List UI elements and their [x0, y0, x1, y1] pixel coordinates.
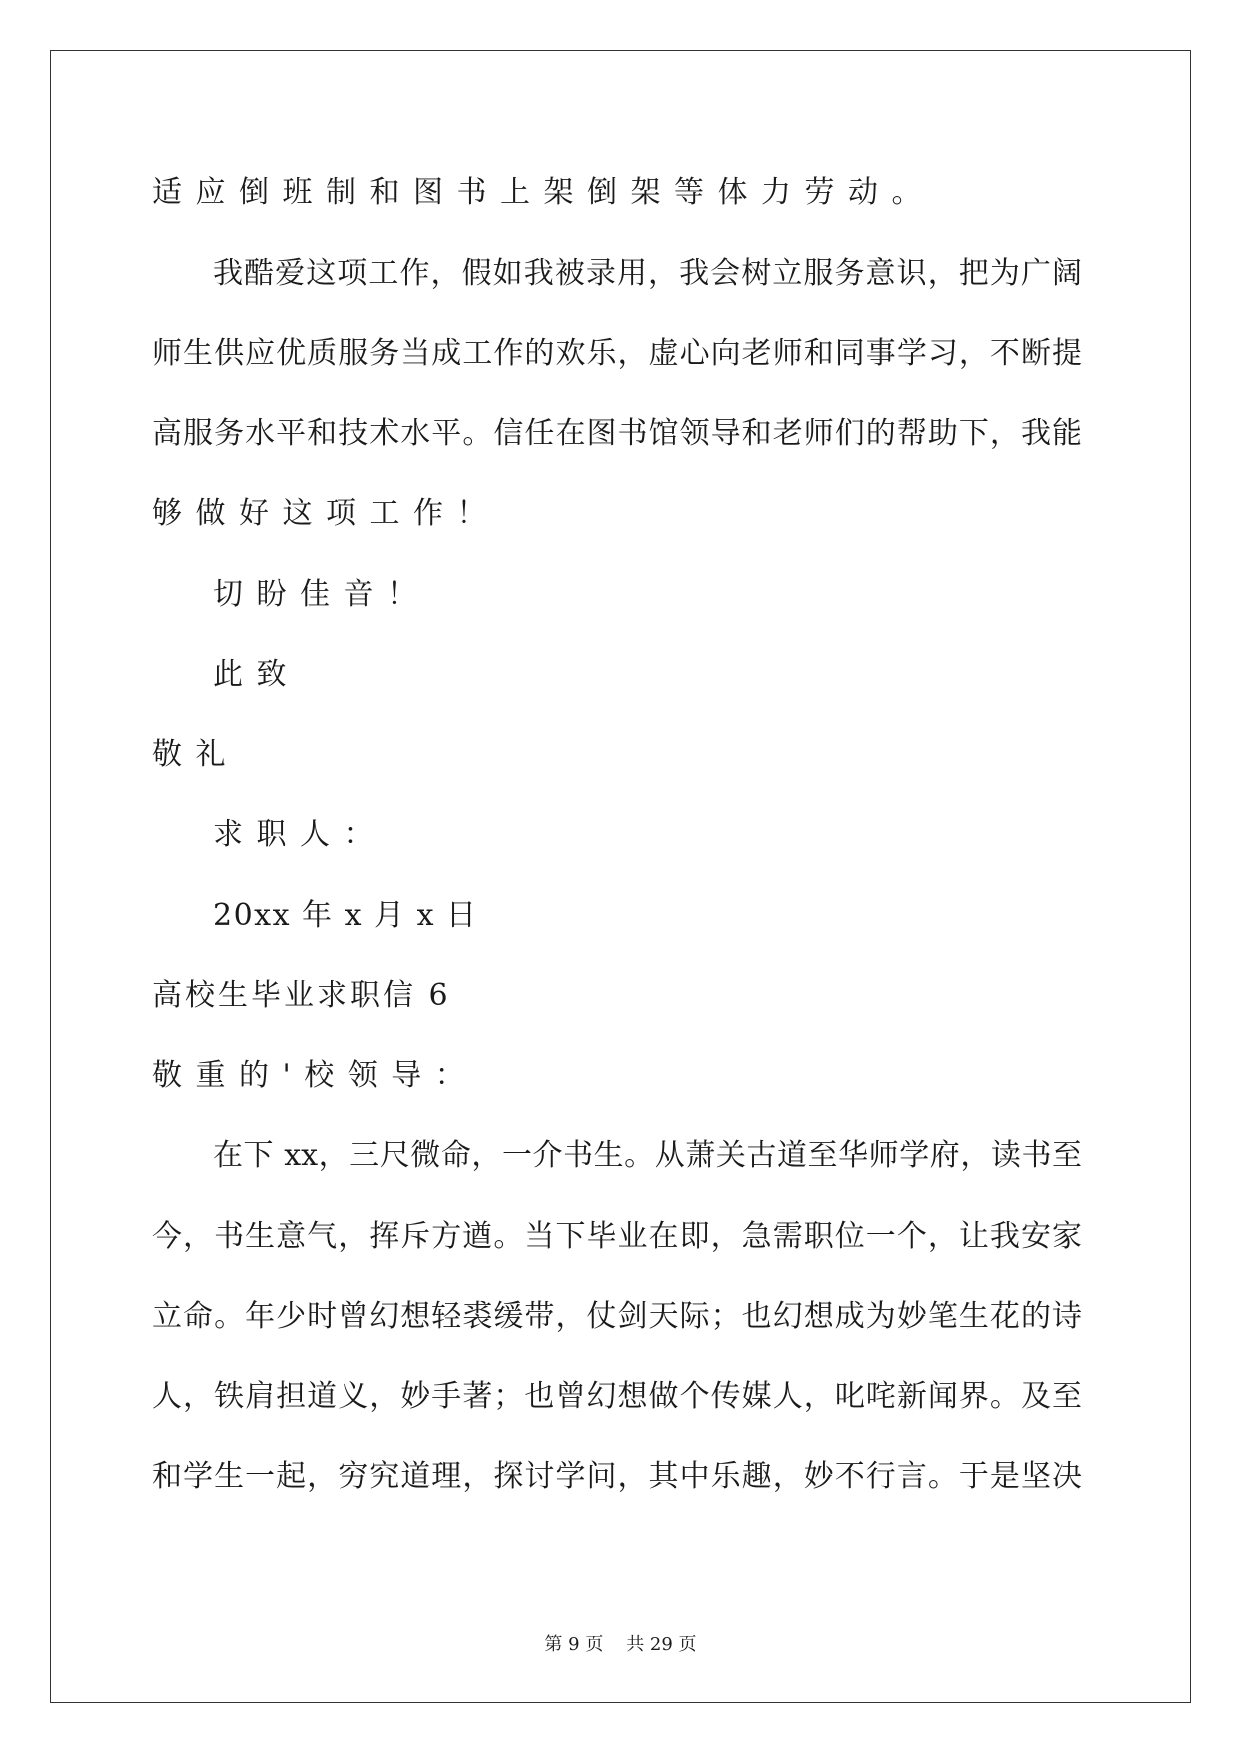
body-text-line: 我酷爱这项工作，假如我被录用，我会树立服务意识，把为广阔 [213, 256, 1082, 291]
closing-line: 切盼佳音！ [213, 577, 431, 612]
body-text-line: 今，书生意气，挥斥方遒。当下毕业在即，急需职位一个，让我安家 [152, 1219, 1082, 1254]
salutation-line: 敬礼 [152, 737, 239, 772]
body-text-line: 人，铁肩担道义，妙手著；也曾幻想做个传媒人，叱咤新闻界。及至 [152, 1379, 1082, 1414]
section-title: 高校生毕业求职信 6 [152, 978, 451, 1013]
page-border [50, 50, 1191, 1703]
body-text-line: 高服务水平和技术水平。信任在图书馆领导和老师们的帮助下，我能 [152, 416, 1082, 451]
body-text-line: 在下 xx，三尺微命，一介书生。从萧关古道至华师学府，读书至 [213, 1138, 1082, 1173]
body-text-line: 师生供应优质服务当成工作的欢乐，虚心向老师和同事学习，不断提 [152, 336, 1082, 371]
signature-line: 求职人： [213, 817, 387, 852]
greeting-line: 敬重的'校领导： [152, 1058, 479, 1093]
salutation-line: 此致 [213, 657, 300, 692]
body-text-line: 和学生一起，穷究道理，探讨学问，其中乐趣，妙不行言。于是坚决 [152, 1459, 1082, 1494]
body-text-line: 够做好这项工作！ [152, 496, 500, 531]
date-line: 20xx 年 x 月 x 日 [213, 898, 478, 933]
page-number-footer: 第 9 页 共 29 页 [544, 1634, 697, 1655]
body-text-line: 立命。年少时曾幻想轻裘缓带，仗剑天际；也幻想成为妙笔生花的诗 [152, 1299, 1082, 1334]
body-text-line: 适应倒班制和图书上架倒架等体力劳动。 [152, 175, 935, 210]
